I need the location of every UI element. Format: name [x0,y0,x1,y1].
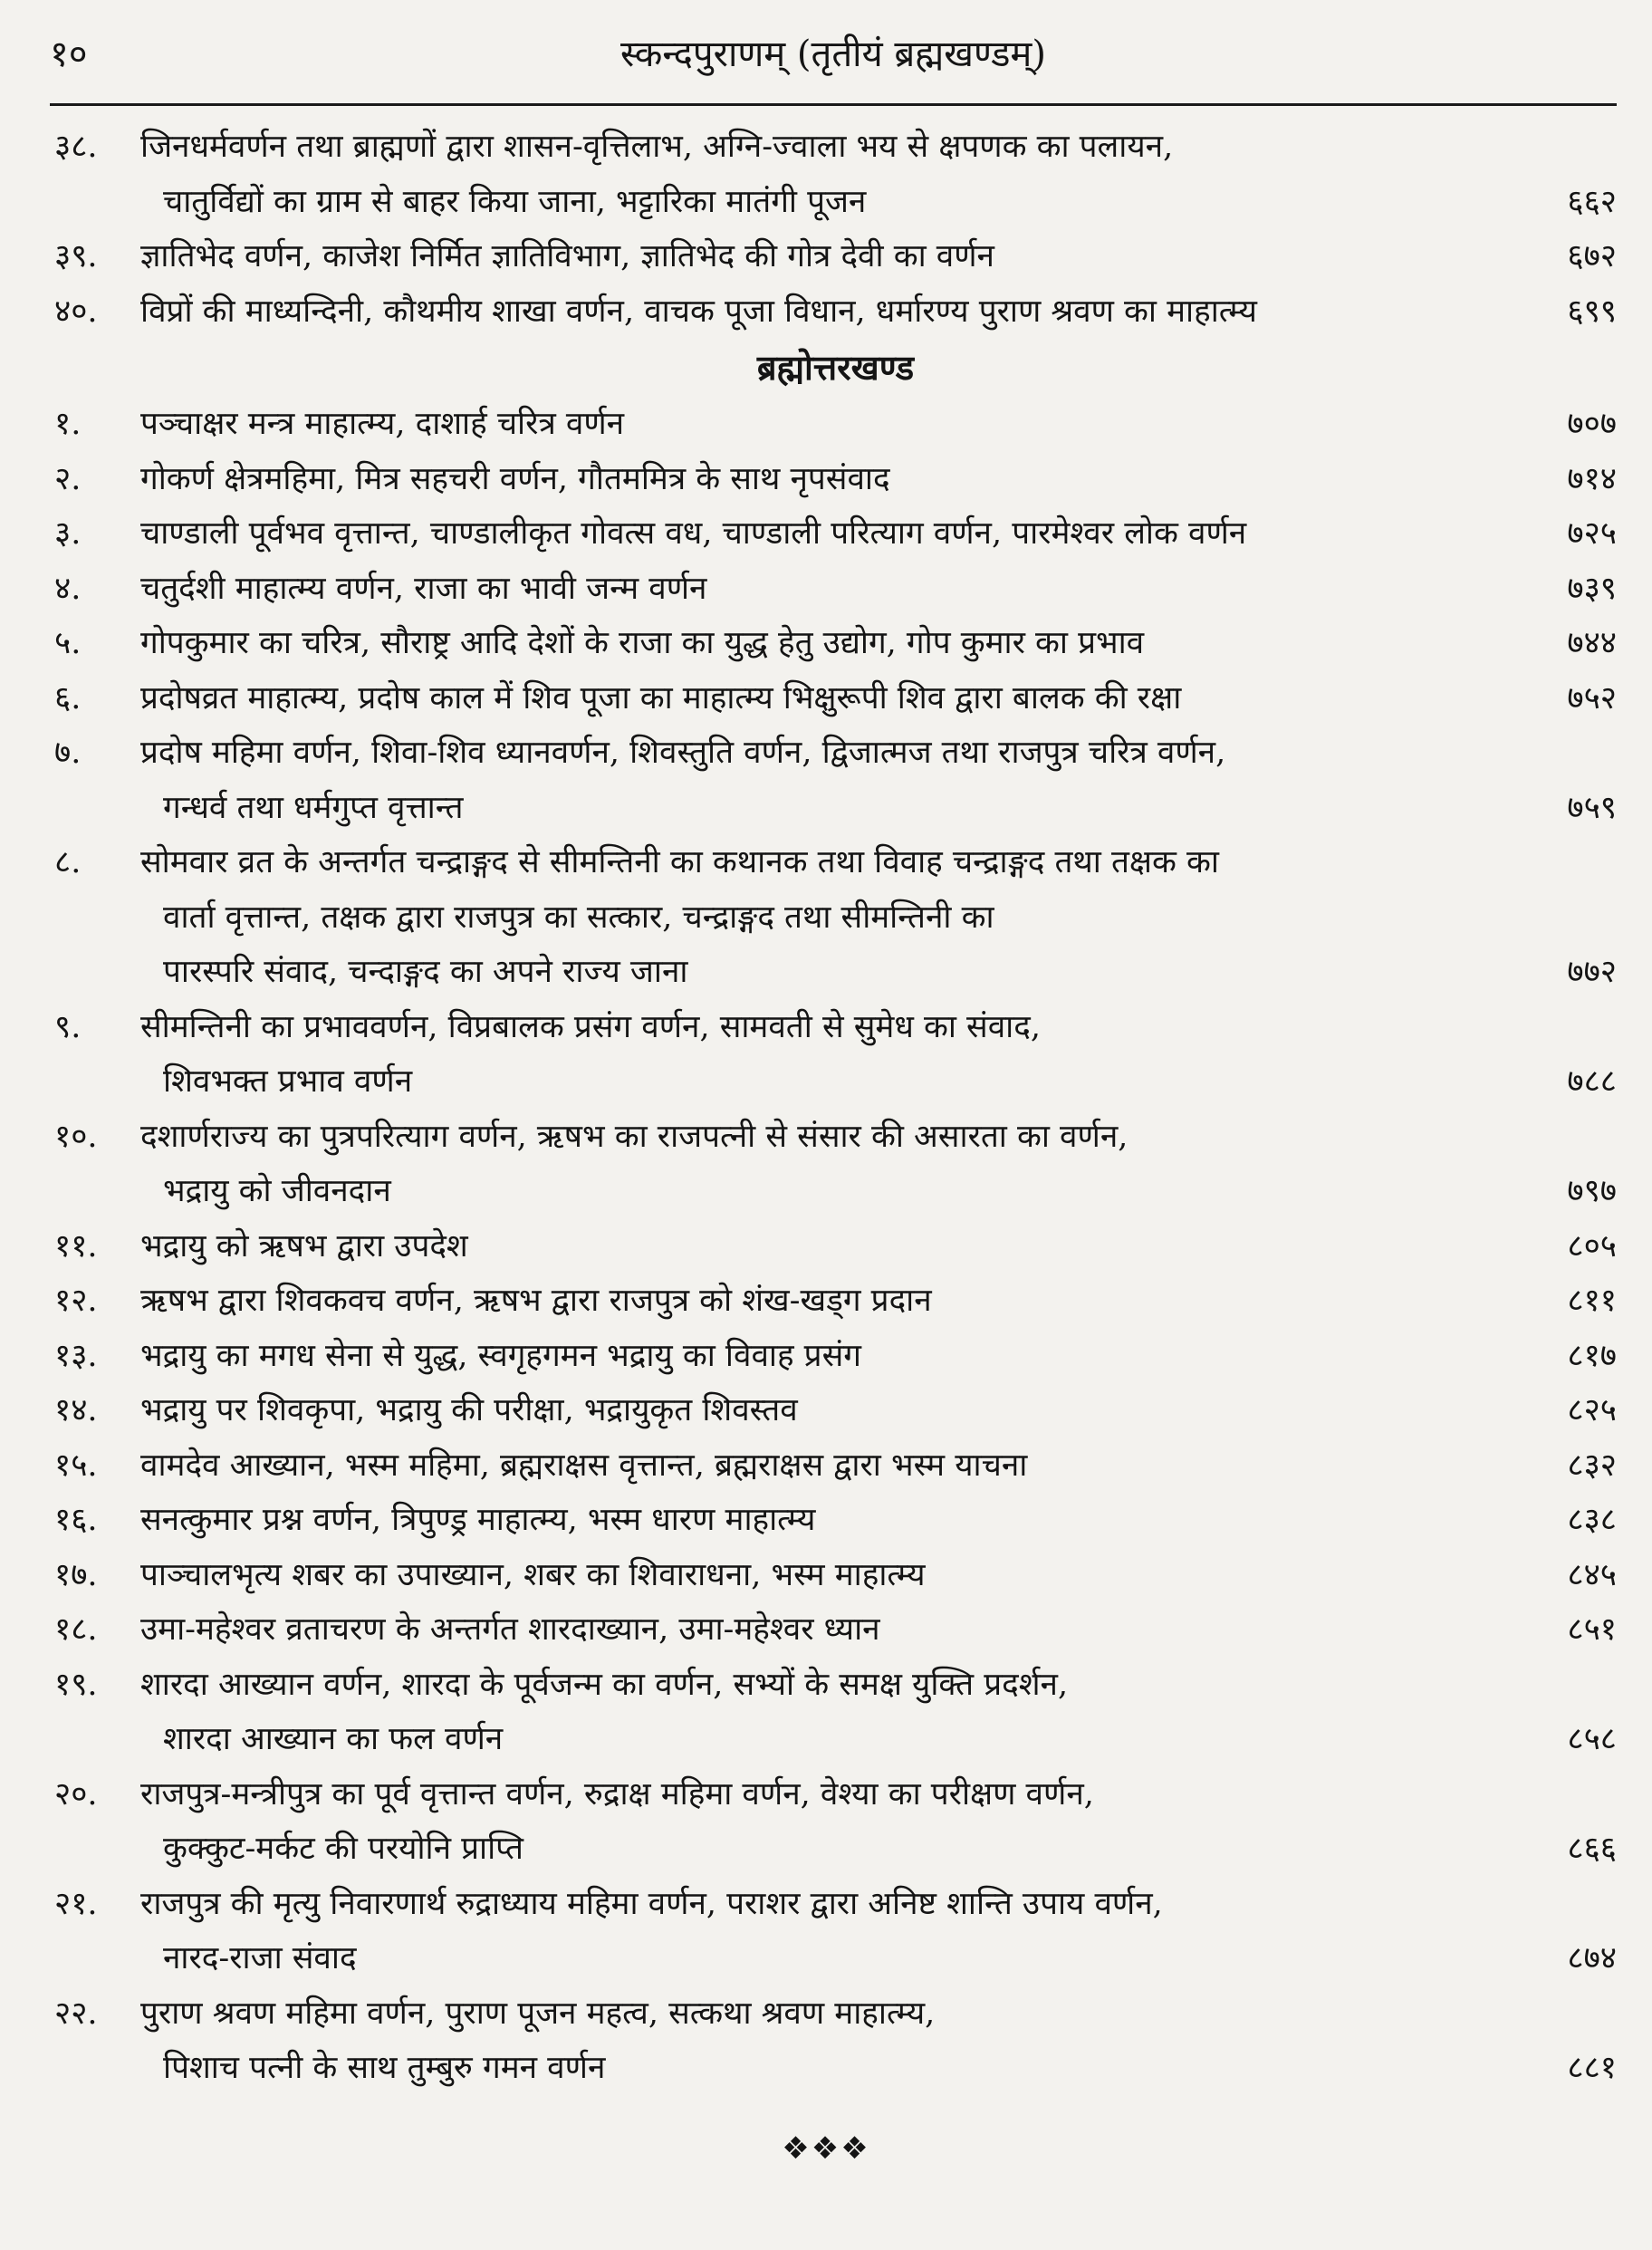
entry-text: जिनधर्मवर्णन तथा ब्राह्मणों द्वारा शासन-वृत्तिलाभ, अग्नि-ज्वाला भय से क्षपणक का पलायन, [140,129,1174,165]
entry-text: ज्ञातिभेद वर्णन, काजेश निर्मित ज्ञातिविभाग, ज्ञातिभेद की गोत्र देवी का वर्णन [140,238,994,274]
toc-entry-line [54,1931,1617,1986]
entry-number: ४. [54,570,82,607]
entry-page-number: ७१४ [1567,460,1617,497]
entry-text: भद्रायु को ऋषभ द्वारा उपदेश [140,1227,468,1264]
running-title: स्कन्दपुराणम् (तृतीयं ब्रह्मखण्डम्) [620,34,1046,75]
toc-entry-line [54,1493,1617,1548]
entry-text: राजपुत्र-मन्त्रीपुत्र का पूर्व वृत्तान्त वर्णन, रुद्राक्ष महिमा वर्णन, वेश्या का परीक्षण वर्णन, [140,1775,1094,1812]
toc-entry-line [54,1548,1617,1603]
toc-entry [54,229,1617,284]
header-rule [50,103,1617,106]
toc-entry-line [54,452,1617,507]
section-heading: ब्रह्मोत्तरखण्ड [756,347,915,388]
toc-entry-line [54,1274,1617,1329]
toc-list-after [54,397,1617,2096]
entry-text: वार्ता वृत्तान्त, तक्षक द्वारा राजपुत्र का सत्कार, चन्द्राङ्गद तथा सीमन्तिनी का [163,899,994,936]
entry-number: १२. [54,1283,98,1319]
entry-number: ४०. [54,293,98,330]
entry-page-number: ७५९ [1567,789,1617,826]
entry-page-number: ७३९ [1567,570,1617,607]
entry-number: ३८. [54,129,98,165]
toc-entry-line [54,1822,1617,1877]
entry-text: भद्रायु पर शिवकृपा, भद्रायु की परीक्षा, भद्रायुकृत शिवस्तव [140,1392,798,1428]
entry-text: शिवभक्त प्रभाव वर्णन [163,1063,413,1100]
toc-entry-line [54,1219,1617,1274]
toc-entry-line [54,2041,1617,2096]
entry-text: पिशाच पत्नी के साथ तुम्बुरु गमन वर्णन [163,2050,606,2086]
entry-number: २२. [54,1995,98,2032]
toc-entry-line [54,1164,1617,1219]
entry-number: १८. [54,1611,98,1648]
entry-text: चतुर्दशी माहात्म्य वर्णन, राजा का भावी जन्म वर्णन [140,570,707,607]
entry-text: चाण्डाली पूर्वभव वृत्तान्त, चाण्डालीकृत गोवत्स वध, चाण्डाली परित्याग वर्णन, पारमेश्वर लोक वर्णन [140,515,1247,552]
entry-number: २०. [54,1775,98,1812]
entry-page-number: ८५८ [1567,1721,1617,1757]
entry-page-number: ७४४ [1567,625,1617,661]
toc-entry [54,1274,1617,1329]
entry-page-number: ८२५ [1567,1392,1617,1428]
entry-text: पञ्चाक्षर मन्त्र माहात्म्य, दाशार्ह चरित्र वर्णन [140,406,625,442]
entry-text: गोकर्ण क्षेत्रमहिमा, मित्र सहचरी वर्णन, गौतममित्र के साथ नृपसंवाद [140,460,890,497]
page-header [50,20,1617,74]
toc-entry-line [54,1658,1617,1713]
entry-text: गन्धर्व तथा धर्मगुप्त वृत्तान्त [163,789,464,826]
entry-text: प्रदोष महिमा वर्णन, शिवा-शिव ध्यानवर्णन, शिवस्तुति वर्णन, द्विजात्मज तथा राजपुत्र चरित्र वर्णन, [140,735,1226,771]
toc-entry [54,452,1617,507]
toc-entry [54,397,1617,452]
toc-entry-line [54,1110,1617,1165]
toc-list-before [54,120,1617,339]
toc-entry-line [54,1712,1617,1767]
entry-number: १५. [54,1447,98,1484]
entry-number: १. [54,406,82,442]
entry-text: शारदा आख्यान का फल वर्णन [163,1721,504,1757]
entry-number: २. [54,460,82,497]
toc-entry [54,1329,1617,1384]
entry-text: पुराण श्रवण महिमा वर्णन, पुराण पूजन महत्व, सत्कथा श्रवण माहात्म्य, [140,1995,936,2032]
entry-number: १४. [54,1392,98,1428]
entry-number: १३. [54,1337,98,1374]
toc-entry-line [54,835,1617,890]
toc-entry [54,726,1617,835]
toc-entry-line [54,120,1617,175]
toc-entry-line [54,562,1617,617]
footer-ornament: ❖❖❖ [782,2130,870,2167]
entry-page-number: ६७२ [1567,238,1617,274]
toc-entry [54,1548,1617,1603]
toc-entry-line [54,945,1617,1000]
toc-entry [54,506,1617,562]
entry-page-number: ७८८ [1567,1063,1617,1100]
page-number: १० [50,34,88,75]
toc-entry [54,1493,1617,1548]
table-of-contents [54,120,1617,2096]
entry-text: उमा-महेश्वर व्रताचरण के अन्तर्गत शारदाख्यान, उमा-महेश्वर ध्यान [140,1611,880,1648]
entry-text: वामदेव आख्यान, भस्म महिमा, ब्रह्मराक्षस वृत्तान्त, ब्रह्मराक्षस द्वारा भस्म याचना [140,1447,1028,1484]
entry-text: दशार्णराज्य का पुत्रपरित्याग वर्णन, ऋषभ का राजपत्नी से संसार की असारता का वर्णन, [140,1118,1129,1155]
toc-entry [54,1383,1617,1438]
toc-entry-line [54,229,1617,284]
toc-entry-line [54,1383,1617,1438]
toc-entry-line [54,175,1617,230]
entry-text: सोमवार व्रत के अन्तर्गत चन्द्राङ्गद से सीमन्तिनी का कथानक तथा विवाह चन्द्राङ्गद तथा तक्षक का [140,844,1219,880]
entry-number: ३९. [54,238,98,274]
entry-text: शारदा आख्यान वर्णन, शारदा के पूर्वजन्म का वर्णन, सभ्यों के समक्ष युक्ति प्रदर्शन, [140,1666,1069,1703]
entry-text: प्रदोषव्रत माहात्म्य, प्रदोष काल में शिव पूजा का माहात्म्य भिक्षुरूपी शिव द्वारा बालक की रक्षा [140,679,1182,716]
toc-entry [54,671,1617,726]
toc-entry [54,1877,1617,1986]
entry-text: विप्रों की माध्यन्दिनी, कौथमीय शाखा वर्णन, वाचक पूजा विधान, धर्मारण्य पुराण श्रवण का माहात्म्य [140,293,1257,330]
toc-entry [54,284,1617,340]
entry-page-number: ६९९ [1567,293,1617,330]
toc-entry-line [54,1986,1617,2042]
entry-number: ९. [54,1008,82,1045]
toc-entry [54,1438,1617,1494]
entry-text: चातुर्विद्यों का ग्राम से बाहर किया जाना, भट्टारिका मातंगी पूजन [163,183,867,220]
entry-page-number: ६६२ [1567,183,1617,220]
toc-entry [54,1110,1617,1219]
entry-number: १६. [54,1502,98,1538]
entry-page-number: ७२५ [1567,515,1617,552]
entry-number: १०. [54,1118,98,1155]
entry-text: सीमन्तिनी का प्रभाववर्णन, विप्रबालक प्रसंग वर्णन, सामवती से सुमेध का संवाद, [140,1008,1041,1045]
entry-number: २१. [54,1885,98,1922]
toc-entry [54,1219,1617,1274]
toc-entry-line [54,781,1617,836]
toc-entry [54,1602,1617,1658]
entry-text: कुक्कुट-मर्कट की परयोनि प्राप्ति [163,1831,523,1867]
toc-entry [54,1986,1617,2096]
entry-page-number: ८४५ [1567,1556,1617,1593]
entry-text: ऋषभ द्वारा शिवकवच वर्णन, ऋषभ द्वारा राजपुत्र को शंख-खड्ग प्रदान [140,1283,932,1319]
entry-number: ७. [54,735,82,771]
toc-entry-line [54,1602,1617,1658]
entry-page-number: ८८१ [1567,2050,1617,2086]
entry-page-number: ८१७ [1567,1337,1617,1374]
entry-number: ६. [54,679,82,716]
entry-text: भद्रायु का मगध सेना से युद्ध, स्वगृहगमन भद्रायु का विवाह प्रसंग [140,1337,861,1374]
entry-number: १७. [54,1556,98,1593]
toc-entry-line [54,1877,1617,1932]
toc-entry-line [54,284,1617,340]
toc-entry-line [54,726,1617,781]
entry-page-number: ८३२ [1567,1447,1617,1484]
toc-entry [54,1658,1617,1767]
toc-entry [54,1767,1617,1877]
entry-text: सनत्कुमार प्रश्न वर्णन, त्रिपुण्ड्र माहात्म्य, भस्म धारण माहात्म्य [140,1502,816,1538]
toc-entry-line [54,1054,1617,1110]
toc-entry [54,120,1617,229]
entry-text: नारद-राजा संवाद [163,1940,357,1976]
entry-page-number: ७९७ [1567,1173,1617,1209]
toc-entry-line [54,616,1617,671]
entry-page-number: ८३८ [1567,1502,1617,1538]
entry-text: भद्रायु को जीवनदान [163,1173,391,1209]
entry-page-number: ८७४ [1567,1940,1617,1976]
entry-page-number: ७०७ [1567,406,1617,442]
entry-page-number: ८५१ [1567,1611,1617,1648]
toc-entry-line [54,506,1617,562]
toc-entry-line [54,671,1617,726]
toc-entry [54,562,1617,617]
entry-number: ११. [54,1227,98,1264]
entry-number: ३. [54,515,82,552]
entry-text: गोपकुमार का चरित्र, सौराष्ट्र आदि देशों के राजा का युद्ध हेतु उद्योग, गोप कुमार का प्रभाव [140,625,1145,661]
entry-page-number: ८०५ [1567,1227,1617,1264]
entry-number: १९. [54,1666,98,1703]
entry-number: ५. [54,625,82,661]
entry-page-number: ७५२ [1567,679,1617,716]
toc-entry-line [54,890,1617,946]
toc-entry-line [54,1329,1617,1384]
toc-entry [54,1000,1617,1110]
toc-entry-line [54,397,1617,452]
entry-text: पाञ्चालभृत्य शबर का उपाख्यान, शबर का शिवाराधना, भस्म माहात्म्य [140,1556,926,1593]
entry-page-number: ७७२ [1567,954,1617,990]
toc-entry-line [54,1000,1617,1055]
toc-entry-line [54,1438,1617,1494]
toc-entry-line [54,1767,1617,1822]
toc-entry [54,835,1617,1000]
entry-page-number: ८११ [1567,1283,1617,1319]
entry-text: राजपुत्र की मृत्यु निवारणार्थ रुद्राध्याय महिमा वर्णन, पराशर द्वारा अनिष्ट शान्ति उपाय वर्णन, [140,1885,1163,1922]
entry-number: ८. [54,844,82,880]
toc-entry [54,616,1617,671]
entry-text: पारस्परि संवाद, चन्दाङ्गद का अपने राज्य जाना [163,954,688,990]
entry-page-number: ८६६ [1567,1831,1617,1867]
